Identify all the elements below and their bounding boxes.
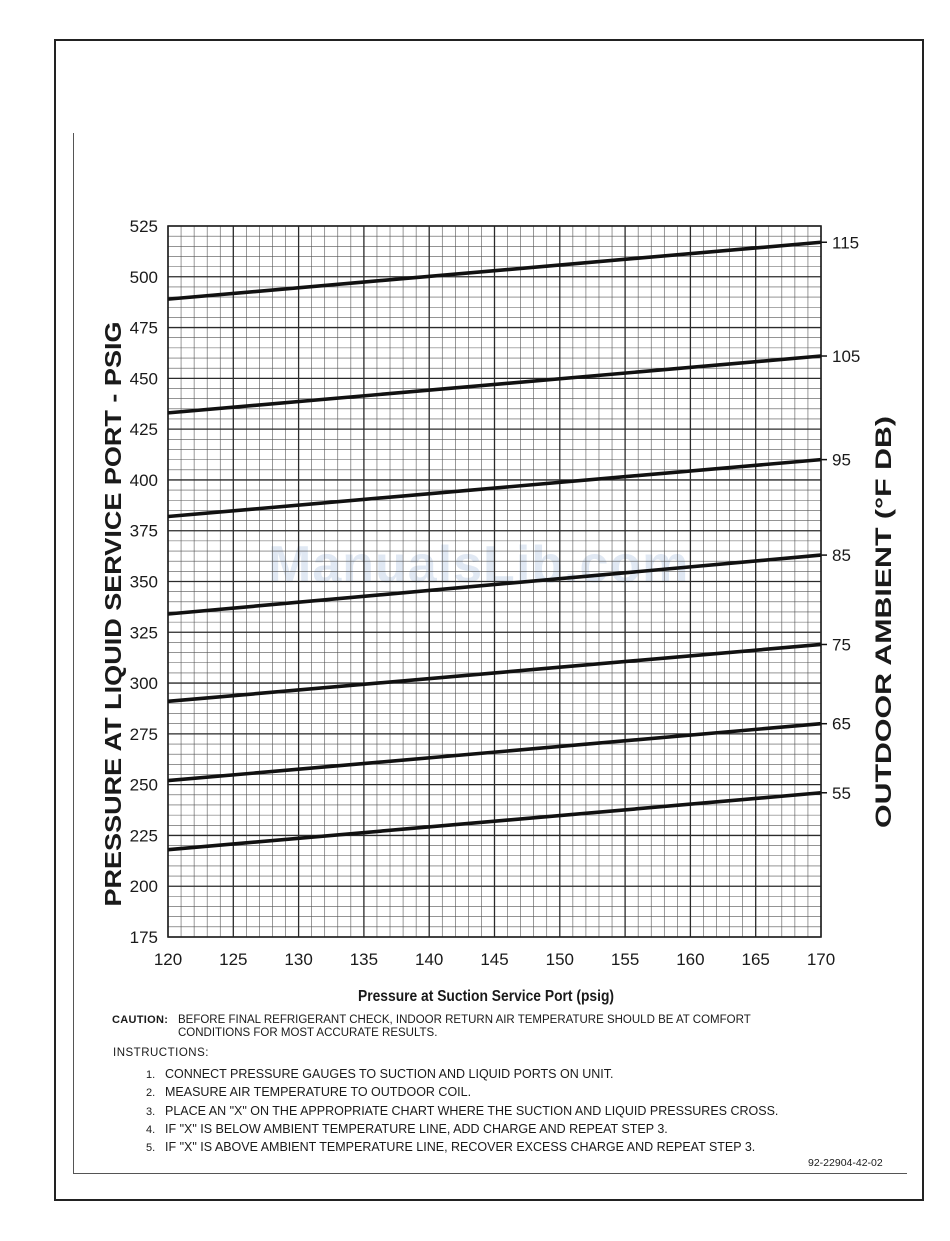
y2-axis-label: OUTDOOR AMBIENT (°F DB) (871, 529, 896, 828)
y-tick-label: 225 (129, 826, 158, 846)
x-tick-label: 120 (153, 950, 183, 969)
caution-line-2: CONDITIONS FOR MOST ACCURATE RESULTS. (178, 1027, 438, 1039)
series-label-55: 55 (832, 783, 851, 803)
instruction-number: 3. (146, 1105, 156, 1118)
y-tick-label: 525 (129, 217, 158, 236)
series-label-105: 105 (832, 347, 861, 367)
y-axis-label: PRESSURE AT LIQUID SERVICE PORT - PSIG (100, 408, 126, 907)
instruction-text: CONNECT PRESSURE GAUGES TO SUCTION AND LIQUID PORTS ON UNIT. (165, 1067, 614, 1081)
y-tick-label: 400 (129, 470, 158, 490)
instruction-number: 5. (146, 1142, 156, 1155)
instruction-item (146, 1121, 778, 1139)
y-tick-label: 350 (129, 572, 158, 592)
instructions-label: INSTRUCTIONS: (113, 1047, 209, 1059)
instruction-item (146, 1066, 778, 1084)
y-tick-labels (130, 217, 158, 947)
instruction-text: IF "X" IS BELOW AMBIENT TEMPERATURE LINE, ADD CHARGE AND REPEAT STEP 3. (165, 1121, 668, 1136)
y-tick-label: 250 (129, 775, 158, 795)
instruction-item (146, 1084, 778, 1102)
x-tick-label: 160 (676, 950, 705, 969)
y-tick-label: 275 (129, 724, 158, 744)
instruction-text: PLACE AN "X" ON THE APPROPRIATE CHART WHERE THE SUCTION AND LIQUID PRESSURES CROSS. (165, 1103, 779, 1118)
instruction-text: MEASURE AIR TEMPERATURE TO OUTDOOR COIL. (165, 1085, 472, 1100)
instruction-text: IF "X" IS ABOVE AMBIENT TEMPERATURE LINE, RECOVER EXCESS CHARGE AND REPEAT STEP 3. (165, 1140, 756, 1155)
watermark: ManualsLib.com (268, 536, 690, 594)
instruction-number: 2. (146, 1087, 156, 1100)
series-label-85: 85 (832, 546, 851, 566)
x-axis-label: Pressure at Suction Service Port (psig) (358, 988, 614, 1005)
instruction-item (146, 1139, 778, 1157)
grid-major (168, 226, 821, 937)
y-tick-label: 375 (129, 521, 158, 541)
y-tick-label: 450 (129, 369, 158, 389)
y-tick-label: 300 (129, 674, 158, 694)
x-tick-label: 170 (806, 950, 836, 969)
y-tick-label: 475 (129, 318, 158, 338)
instructions-list (146, 1066, 778, 1157)
series-labels (821, 233, 860, 803)
x-tick-label: 145 (480, 950, 509, 969)
series-label-65: 65 (832, 714, 851, 734)
caution-label: CAUTION: (112, 1014, 169, 1026)
series-label-95: 95 (832, 450, 851, 470)
y-tick-label: 200 (129, 877, 158, 897)
caution-line-1: BEFORE FINAL REFRIGERANT CHECK, INDOOR RETURN AIR TEMPERATURE SHOULD BE AT COMFORT (178, 1014, 751, 1026)
x-tick-label: 155 (610, 950, 640, 969)
y-tick-label: 175 (129, 928, 158, 947)
instruction-number: 1. (146, 1069, 156, 1081)
x-tick-label: 135 (349, 950, 379, 969)
x-tick-label: 150 (545, 950, 574, 969)
part-number: 92-22904-42-02 (808, 1157, 883, 1169)
series-label-115: 115 (832, 233, 860, 253)
y-tick-label: 500 (129, 267, 158, 287)
x-tick-labels (154, 950, 835, 969)
x-tick-label: 140 (415, 950, 444, 969)
instruction-number: 4. (146, 1123, 156, 1136)
x-tick-label: 130 (284, 950, 313, 969)
x-tick-label: 125 (219, 950, 248, 969)
x-tick-label: 165 (741, 950, 770, 969)
series-label-75: 75 (832, 635, 851, 655)
instruction-item (146, 1103, 778, 1121)
y-tick-label: 325 (129, 623, 158, 643)
y-tick-label: 425 (129, 420, 158, 440)
caution-text (178, 1014, 778, 1040)
